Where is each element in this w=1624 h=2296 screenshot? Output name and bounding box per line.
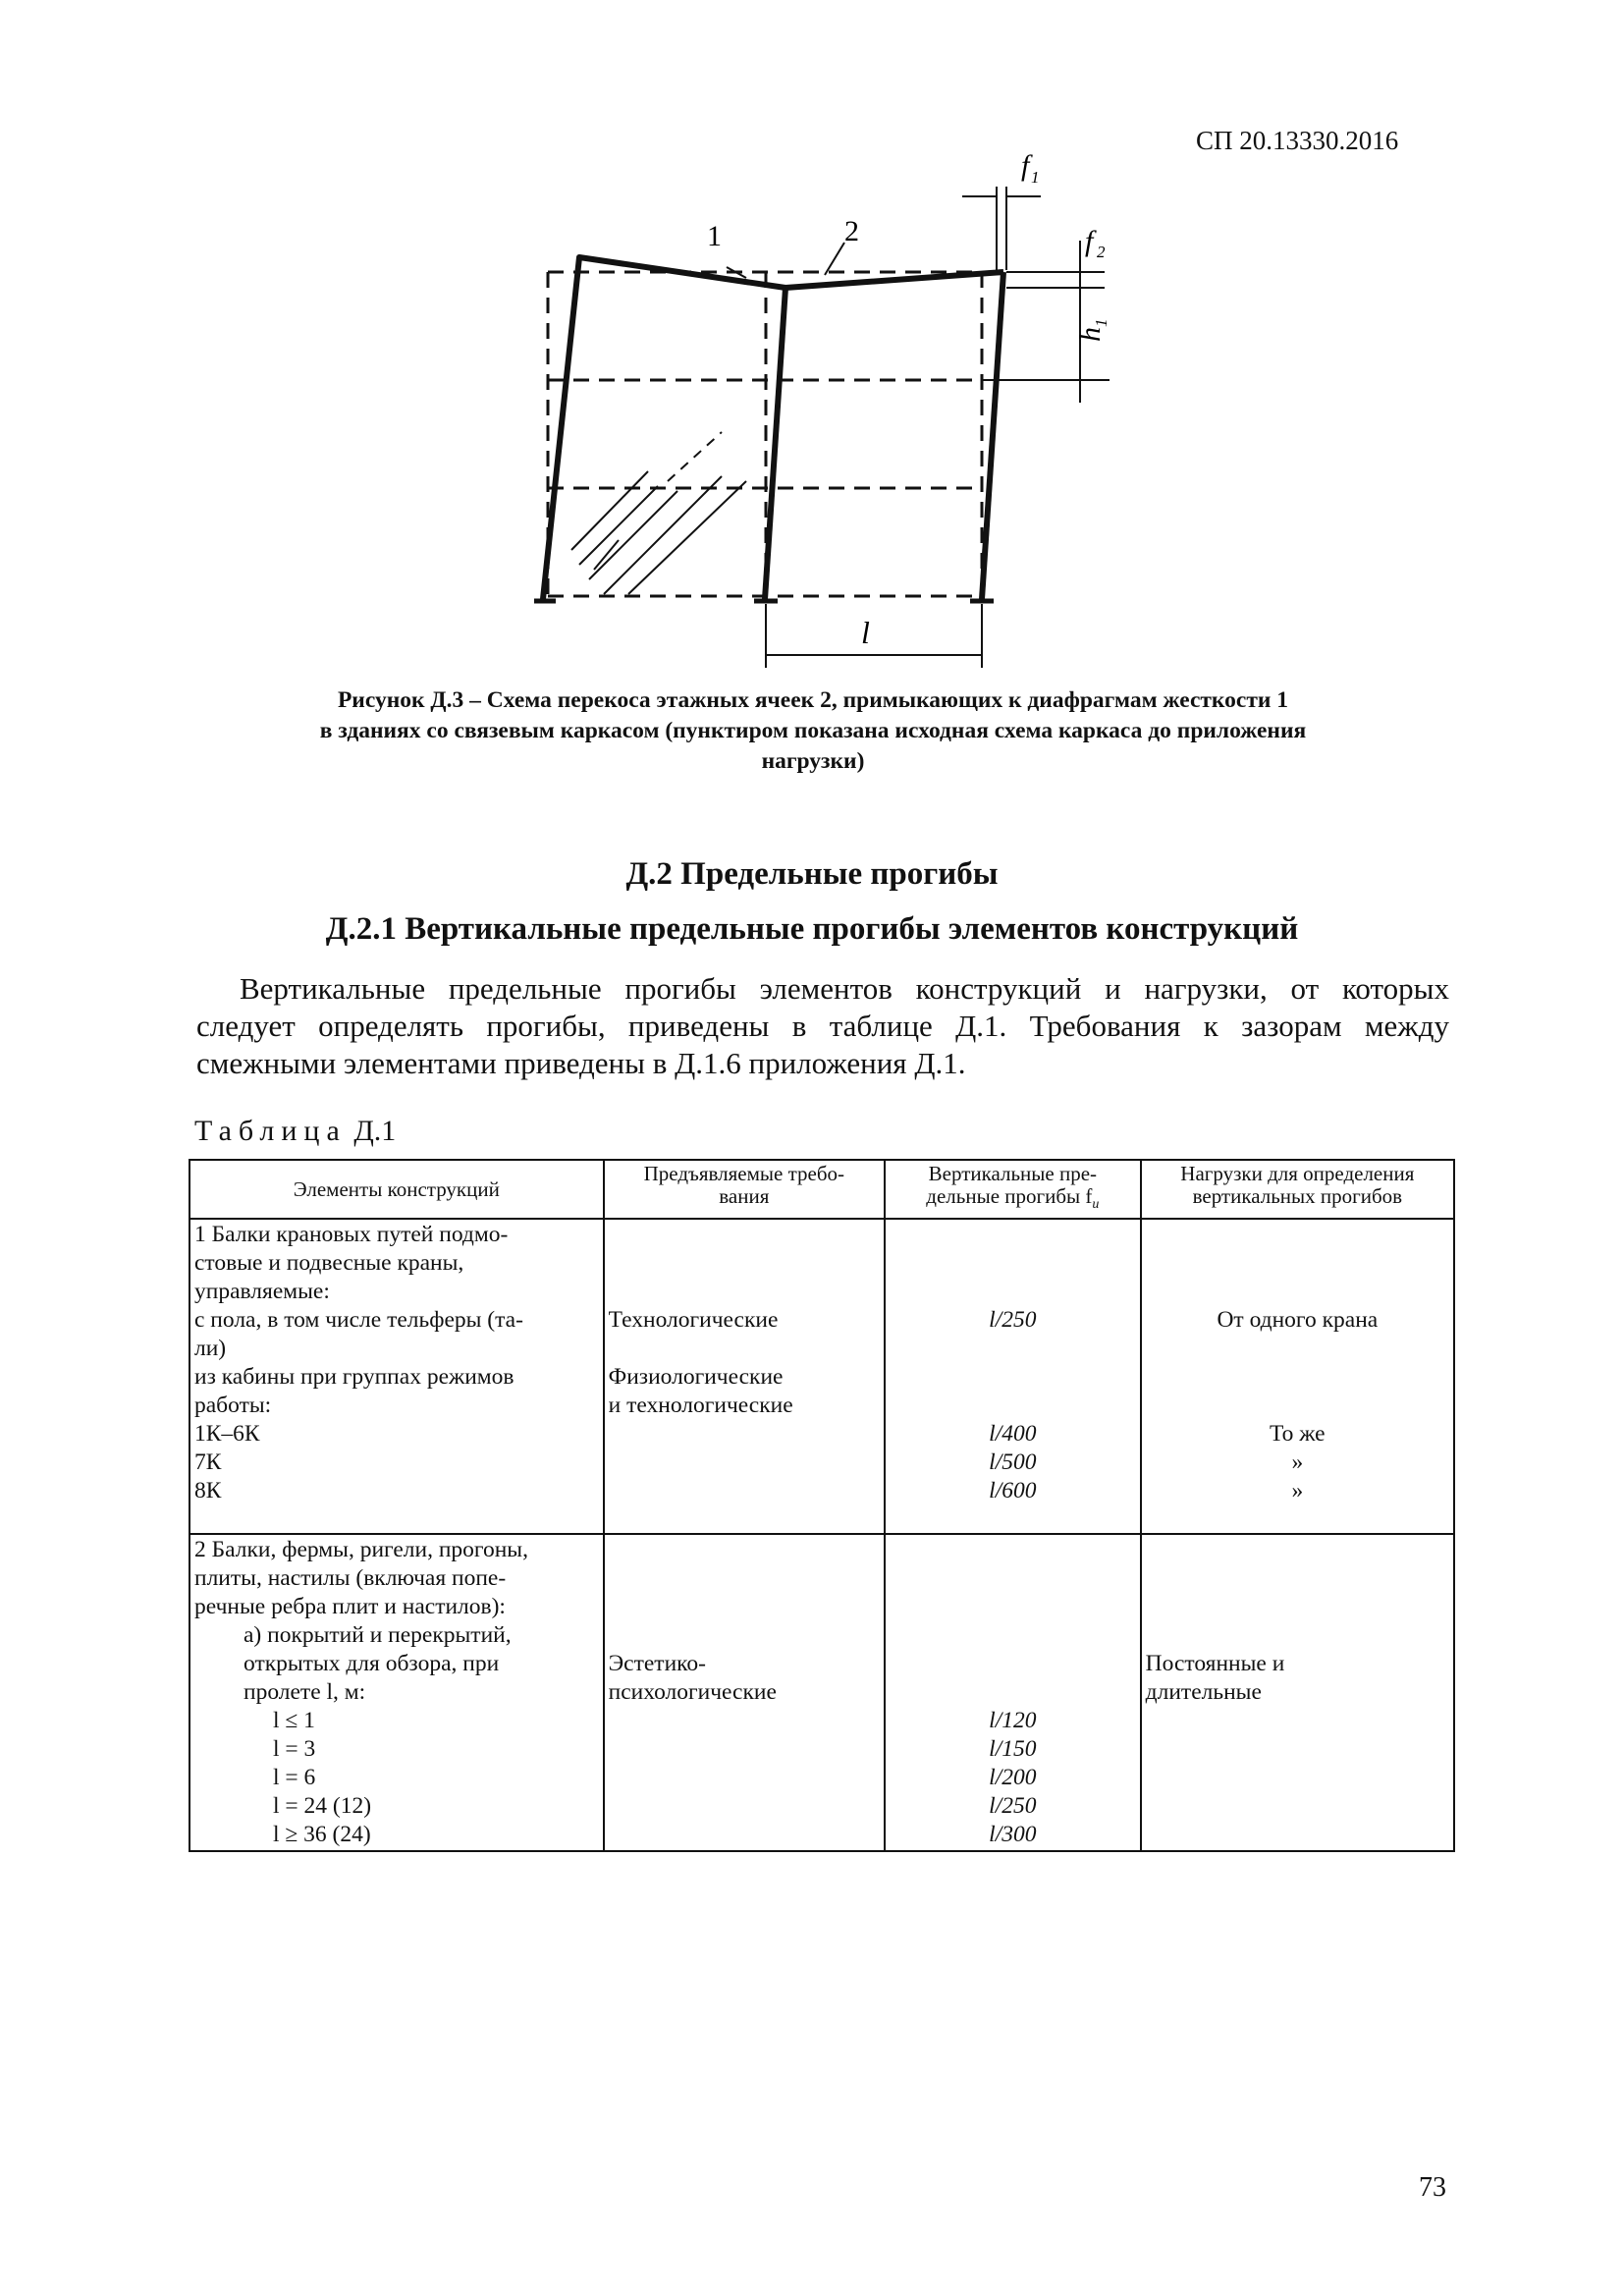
row1-c4-line: » [1291,1478,1304,1504]
row2-c2-line: психологические [608,1679,777,1706]
row2-c4-line: длительные [1145,1679,1262,1706]
row2-c3-line [890,1593,1136,1621]
frame-diagram-svg [511,147,1139,678]
row1-c1-line: управляемые: [194,1279,330,1305]
row1-c1-line: 1К–6К [194,1421,260,1448]
label-f1-sub: 1 [1031,168,1040,187]
row2-c2-line [609,1621,880,1650]
table-row [189,1534,1454,1851]
row2-c1-line: l ≥ 36 (24) [273,1822,371,1848]
header-deflections-sub: u [1092,1197,1100,1213]
row1-deflections [885,1219,1141,1534]
table-row [189,1219,1454,1534]
row1-elements [189,1219,604,1534]
row2-c4-line [1146,1593,1449,1621]
row1-c4-line: От одного крана [1217,1307,1379,1334]
row1-c1-line: из кабины при группах режимов [194,1364,514,1391]
header-deflections [885,1160,1141,1219]
paragraph-line-2: следует определять прогибы, приведены в таблице Д.1. Требования к зазорам между [196,1009,1449,1043]
row2-c2-line [609,1735,880,1764]
document-code: СП 20.13330.2016 [1196,126,1399,155]
row1-c2-line [609,1420,880,1449]
page-number: 73 [1419,2172,1446,2203]
row1-c2-line [609,1477,880,1505]
deflection-table [189,1159,1455,1852]
row2-c3-line: l/150 [989,1736,1037,1763]
row2-c1-line: l = 6 [273,1765,316,1791]
paragraph-line-1: Вертикальные предельные прогибы элементов конструкций и нагрузки, от которых [240,971,1449,1006]
frame-skew-diagram [511,147,1139,678]
row2-c4-line [1146,1735,1449,1764]
row1-c4-line [1146,1335,1449,1363]
row1-c3-line [890,1335,1136,1363]
row1-c3-line: l/400 [989,1421,1037,1448]
row1-c2-line [609,1249,880,1278]
row1-c1-line: работы: [194,1393,272,1419]
subsection-heading: Д.2.1 Вертикальные предельные прогибы элементов конструкций [325,911,1299,947]
row2-c4-line [1146,1564,1449,1593]
diaphragm-hatching [571,432,746,594]
table-header-row [189,1160,1454,1219]
row1-c3-line [890,1392,1136,1420]
row1-c4-line [1146,1278,1449,1306]
table-caption-word: Таблица [194,1115,347,1147]
header-deflections-line2: дельные прогибы f [926,1184,1093,1208]
row2-c4-line [1146,1764,1449,1792]
row1-c4-line: То же [1270,1421,1326,1448]
body-paragraph [196,970,1449,1082]
row2-c1-line: речные ребра плит и настилов): [194,1594,506,1620]
row1-c1-line: с пола, в том числе тельферы (та- [194,1307,523,1334]
header-loads-line2: вертикальных прогибов [1192,1184,1403,1208]
row2-c2-line [609,1536,880,1564]
row2-loads [1141,1534,1454,1851]
label-f2: f [1085,225,1094,257]
label-f1: f [1021,149,1030,182]
row2-c3-line [890,1621,1136,1650]
row1-c4-line [1146,1221,1449,1249]
row1-c1-line: стовые и подвесные краны, [194,1250,464,1277]
row1-c1-line: 8К [194,1478,222,1504]
header-requirements-line2: вания [719,1184,770,1208]
header-loads-line1: Нагрузки для определения [1180,1162,1415,1185]
row2-c3-line [890,1650,1136,1678]
row1-c3-line [890,1278,1136,1306]
row2-c3-line [890,1678,1136,1707]
row2-c1-line: пролете l, м: [244,1679,366,1706]
row2-c1-line: открытых для обзора, при [244,1651,500,1677]
row2-c2-line [609,1593,880,1621]
row1-loads [1141,1219,1454,1534]
row2-c1-line: 2 Балки, фермы, ригели, прогоны, [194,1537,528,1563]
paragraph-line-3: смежными элементами приведены в Д.1.6 приложения Д.1. [196,1046,966,1080]
row2-c3-line: l/250 [989,1793,1037,1820]
header-deflections-line1: Вертикальные пре- [928,1162,1098,1185]
row2-c3-line: l/120 [989,1708,1037,1734]
row1-c3-line [890,1249,1136,1278]
row2-c4-line [1146,1792,1449,1821]
row1-c3-line: l/600 [989,1478,1037,1504]
label-2: 2 [844,215,859,247]
figure-caption [214,685,1412,777]
row2-c4-line [1146,1821,1449,1849]
row1-c2-line [609,1278,880,1306]
row2-elements [189,1534,604,1851]
row2-c4-line [1146,1536,1449,1564]
row1-c2-line: Физиологические [608,1364,784,1391]
row2-c3-line [890,1536,1136,1564]
header-requirements-line1: Предъявляемые требо- [643,1162,845,1185]
header-elements-text: Элементы конструкций [293,1176,500,1201]
row1-c2-line [609,1335,880,1363]
label-h1-sub: 1 [1092,318,1110,327]
row2-c4-line [1146,1621,1449,1650]
row1-c2-line [609,1221,880,1249]
row2-c2-line: Эстетико- [608,1651,706,1677]
caption-line-3: нагрузки) [761,748,865,774]
label-f2-sub: 2 [1097,243,1106,261]
row1-requirements [604,1219,885,1534]
row1-c4-line [1146,1392,1449,1420]
row2-c1-line: плиты, настилы (включая попе- [194,1565,507,1592]
row2-deflections [885,1534,1141,1851]
row2-c2-line [609,1792,880,1821]
row1-c2-line: и технологические [608,1393,793,1419]
table-caption-number: Д.1 [353,1115,397,1147]
row1-c4-line: » [1291,1449,1304,1476]
caption-line-1: Рисунок Д.3 – Схема перекоса этажных ячеек 2, примыкающих к диафрагмам жесткости 1 [337,687,1289,713]
row1-c3-line: l/500 [989,1449,1037,1476]
row2-c1-line: а) покрытий и перекрытий, [244,1622,512,1649]
row1-c2-line [609,1449,880,1477]
row2-c3-line [890,1564,1136,1593]
row2-c2-line [609,1564,880,1593]
row1-c1-line: ли) [194,1336,227,1362]
row1-c1-line: 7К [194,1449,222,1476]
label-span: l [861,615,870,650]
row1-c3-line [890,1363,1136,1392]
row2-c1-line: l = 3 [273,1736,316,1763]
row2-requirements [604,1534,885,1851]
row2-c3-line: l/200 [989,1765,1037,1791]
row1-c1-line: 1 Балки крановых путей подмо- [194,1222,509,1248]
caption-line-2: в зданиях со связевым каркасом (пунктиром показана исходная схема каркаса до приложения [319,718,1307,743]
header-requirements [604,1160,885,1219]
label-h1: h [1074,327,1107,342]
row2-c3-line: l/300 [989,1822,1037,1848]
row1-c3-line [890,1221,1136,1249]
row2-c2-line [609,1764,880,1792]
row1-c4-line [1146,1249,1449,1278]
header-elements [189,1160,604,1219]
row2-c1-line: l = 24 (12) [273,1793,372,1820]
table-caption [194,1115,396,1148]
row2-c4-line [1146,1707,1449,1735]
row2-c2-line [609,1707,880,1735]
row1-c2-line: Технологические [608,1307,779,1334]
header-loads [1141,1160,1454,1219]
section-heading: Д.2 Предельные прогибы [625,856,999,892]
row1-c4-line [1146,1363,1449,1392]
row1-c3-line: l/250 [989,1307,1037,1334]
label-1: 1 [707,220,722,252]
row2-c4-line: Постоянные и [1145,1651,1285,1677]
row2-c2-line [609,1821,880,1849]
row2-c1-line: l ≤ 1 [273,1708,315,1734]
